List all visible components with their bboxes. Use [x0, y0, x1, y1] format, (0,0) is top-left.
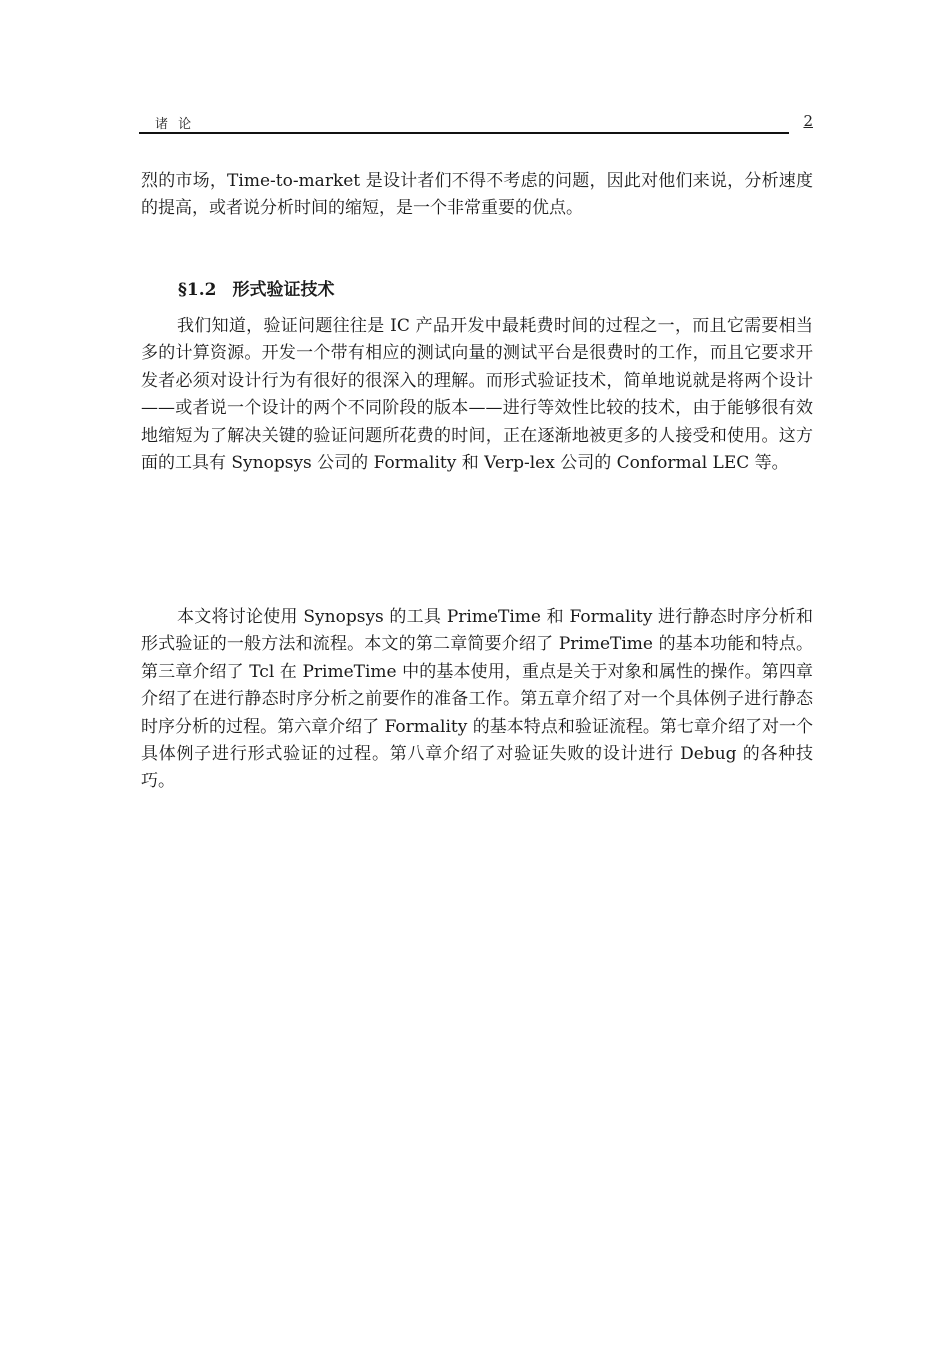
paragraph-intro: 烈的市场，Time-to-market 是设计者们不得不考虑的问题，因此对他们来说，分析速度的提高，或者说分析时间的缩短，是一个非常重要的优点。 [141, 171, 813, 219]
section-heading [178, 277, 334, 304]
header-rule [139, 132, 789, 134]
section-title: 形式验证技术 [232, 280, 335, 300]
paragraph-outline: 本文将讨论使用 Synopsys 的工具 PrimeTime 和 Formality 进行静态时序分析和形式验证的一般方法和流程。本文的第二章简要介绍了 PrimeTime 的基本功能和特点。第三章介绍了 Tcl 在 PrimeTime 中的基本使用，重点是关于对象和属性的操作。第四章介绍了在进行静态时序分析之前要作的准备工作。第五章介绍了对一个具体例子进行静态时序分析的过程。第六章介绍了 Formality 的基本特点和验证流程。第七章介绍了对一个具体例子进行形式验证的过程。第八章介绍了对验证失败的设计进行 Debug 的各种技巧。 [141, 607, 813, 792]
header-section-title: 诸 论 [155, 117, 195, 132]
section-number: §1.2 [178, 280, 217, 300]
page-number: 2 [803, 112, 813, 130]
running-header [139, 112, 813, 136]
paragraph-formal-verification: 我们知道，验证问题往往是 IC 产品开发中最耗费时间的过程之一，而且它需要相当多的计算资源。开发一个带有相应的测试向量的测试平台是很费时的工作，而且它要求开发者必须对设计行为有很好的很深入的理解。而形式验证技术，简单地说就是将两个设计——或者说一个设计的两个不同阶段的版本——进行等效性比较的技术，由于能够很有效地缩短为了解决关键的验证问题所花费的时间，正在逐渐地被更多的人接受和使用。这方面的工具有 Synopsys 公司的 Formality 和 Verp-lex 公司的 Conformal LEC 等。 [141, 316, 813, 474]
